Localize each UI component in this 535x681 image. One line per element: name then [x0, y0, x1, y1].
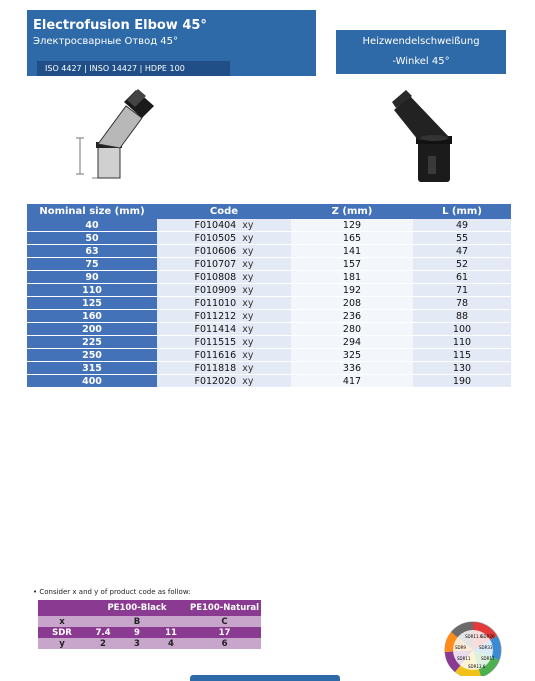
badge-label: SDR33	[479, 645, 493, 650]
cell-z: 417	[291, 375, 413, 388]
col-header-l: L (mm)	[413, 204, 511, 219]
cell-l: 88	[413, 310, 511, 323]
legend-x-natural: C	[188, 616, 261, 627]
cell-z: 181	[291, 271, 413, 284]
code-suffix: xy	[242, 245, 254, 257]
cell-z: 280	[291, 323, 413, 336]
cell-code	[157, 336, 291, 349]
legend-col-black: PE100-Black	[86, 600, 188, 616]
cell-code	[157, 219, 291, 232]
code-value: F011515	[194, 336, 237, 348]
dimensions-table	[27, 204, 511, 388]
table-header-row	[27, 204, 511, 219]
cell-z: 336	[291, 362, 413, 375]
table-row	[27, 297, 511, 310]
cell-nominal-size: 250	[27, 349, 157, 362]
legend-y-value: 3	[120, 638, 154, 649]
german-title-line2: -Winkel 45°	[392, 56, 450, 67]
col-header-nominal-size: Nominal size (mm)	[27, 204, 157, 219]
code-suffix: xy	[242, 375, 254, 387]
cell-code	[157, 323, 291, 336]
cell-nominal-size: 225	[27, 336, 157, 349]
cell-l: 100	[413, 323, 511, 336]
code-suffix: xy	[242, 271, 254, 283]
german-title-line1: Heizwendelschweißung	[362, 36, 480, 47]
badge-label: SDR17	[481, 656, 495, 661]
legend-sdr-label: SDR	[38, 627, 86, 638]
cell-l: 110	[413, 336, 511, 349]
cell-nominal-size: 125	[27, 297, 157, 310]
cell-code	[157, 284, 291, 297]
cell-code	[157, 297, 291, 310]
cell-code	[157, 362, 291, 375]
cell-code	[157, 232, 291, 245]
legend-sdr-value: 7.4	[86, 627, 120, 638]
code-value: F010606	[194, 245, 237, 257]
elbow-drawing-image	[72, 86, 162, 186]
badge-label: SDR26	[481, 634, 495, 639]
col-header-z: Z (mm)	[291, 204, 413, 219]
cell-l: 71	[413, 284, 511, 297]
cell-z: 157	[291, 258, 413, 271]
legend-y-value: 6	[188, 638, 261, 649]
cell-code	[157, 271, 291, 284]
code-suffix: xy	[242, 323, 254, 335]
legend-y-value: 2	[86, 638, 120, 649]
cell-z: 192	[291, 284, 413, 297]
legend-y-value: 4	[154, 638, 188, 649]
cell-code	[157, 375, 291, 388]
cell-z: 129	[291, 219, 413, 232]
code-value: F010808	[194, 271, 237, 283]
table-row	[27, 271, 511, 284]
legend-x-label: x	[38, 616, 86, 627]
code-suffix: xy	[242, 362, 254, 374]
legend-col-natural: PE100-Natural	[188, 600, 261, 616]
cell-nominal-size: 110	[27, 284, 157, 297]
code-suffix: xy	[242, 297, 254, 309]
code-value: F010404	[194, 219, 237, 231]
legend-x-black: B	[86, 616, 188, 627]
cell-l: 55	[413, 232, 511, 245]
table-row	[27, 349, 511, 362]
legend-sdr-value: 11	[154, 627, 188, 638]
table-row	[27, 219, 511, 232]
cell-nominal-size: 63	[27, 245, 157, 258]
cell-l: 78	[413, 297, 511, 310]
cell-z: 294	[291, 336, 413, 349]
cell-code	[157, 258, 291, 271]
cell-nominal-size: 400	[27, 375, 157, 388]
code-value: F010909	[194, 284, 237, 296]
cell-code	[157, 310, 291, 323]
cell-l: 190	[413, 375, 511, 388]
cell-l: 52	[413, 258, 511, 271]
code-value: F012020	[194, 375, 237, 387]
col-header-code: Code	[157, 204, 291, 219]
code-value: F011414	[194, 323, 237, 335]
table-row	[27, 258, 511, 271]
code-value: F011616	[194, 349, 237, 361]
legend-sdr-value: 9	[120, 627, 154, 638]
code-value: F011010	[194, 297, 237, 309]
cell-z: 165	[291, 232, 413, 245]
legend-corner	[38, 600, 86, 616]
product-title: Electrofusion Elbow 45°	[33, 18, 207, 33]
cell-nominal-size: 315	[27, 362, 157, 375]
cell-nominal-size: 200	[27, 323, 157, 336]
code-suffix: xy	[242, 310, 254, 322]
code-value: F010505	[194, 232, 237, 244]
table-row	[27, 336, 511, 349]
badge-label: SDR9	[455, 645, 466, 650]
cell-nominal-size: 160	[27, 310, 157, 323]
header-german-block	[336, 30, 506, 74]
code-suffix: xy	[242, 258, 254, 270]
table-row	[27, 310, 511, 323]
badge-label: SDR11.6	[465, 634, 483, 639]
legend-sdr-value: 17	[188, 627, 261, 638]
cell-code	[157, 349, 291, 362]
cell-l: 49	[413, 219, 511, 232]
code-suffix: xy	[242, 349, 254, 361]
elbow-product-photo	[388, 86, 468, 186]
footer-bar	[190, 675, 340, 681]
badge-label: SDR13.6	[468, 664, 486, 669]
code-value: F010707	[194, 258, 237, 270]
legend-y-label: y	[38, 638, 86, 649]
badge-label: SDR11	[457, 656, 471, 661]
cell-nominal-size: 40	[27, 219, 157, 232]
cell-z: 208	[291, 297, 413, 310]
standards-badge: ISO 4427 | INSO 14427 | HDPE 100	[37, 61, 230, 76]
table-row	[27, 232, 511, 245]
cell-z: 325	[291, 349, 413, 362]
cell-nominal-size: 75	[27, 258, 157, 271]
table-row	[27, 323, 511, 336]
table-row	[27, 245, 511, 258]
cell-l: 61	[413, 271, 511, 284]
sdr-badge-wheel	[437, 616, 509, 676]
cell-l: 115	[413, 349, 511, 362]
code-value: F011818	[194, 362, 237, 374]
code-suffix: xy	[242, 336, 254, 348]
code-suffix: xy	[242, 232, 254, 244]
cell-l: 47	[413, 245, 511, 258]
cell-nominal-size: 50	[27, 232, 157, 245]
table-row	[27, 375, 511, 388]
code-suffix: xy	[242, 284, 254, 296]
cell-l: 130	[413, 362, 511, 375]
product-code-legend	[38, 600, 261, 649]
product-subtitle-ru: Электросварные Отвод 45°	[33, 36, 179, 47]
table-row	[27, 284, 511, 297]
table-row	[27, 362, 511, 375]
code-suffix: xy	[242, 219, 254, 231]
cell-code	[157, 245, 291, 258]
code-value: F011212	[194, 310, 237, 322]
cell-z: 141	[291, 245, 413, 258]
cell-z: 236	[291, 310, 413, 323]
product-code-note: • Consider x and y of product code as follow:	[33, 588, 191, 596]
cell-nominal-size: 90	[27, 271, 157, 284]
